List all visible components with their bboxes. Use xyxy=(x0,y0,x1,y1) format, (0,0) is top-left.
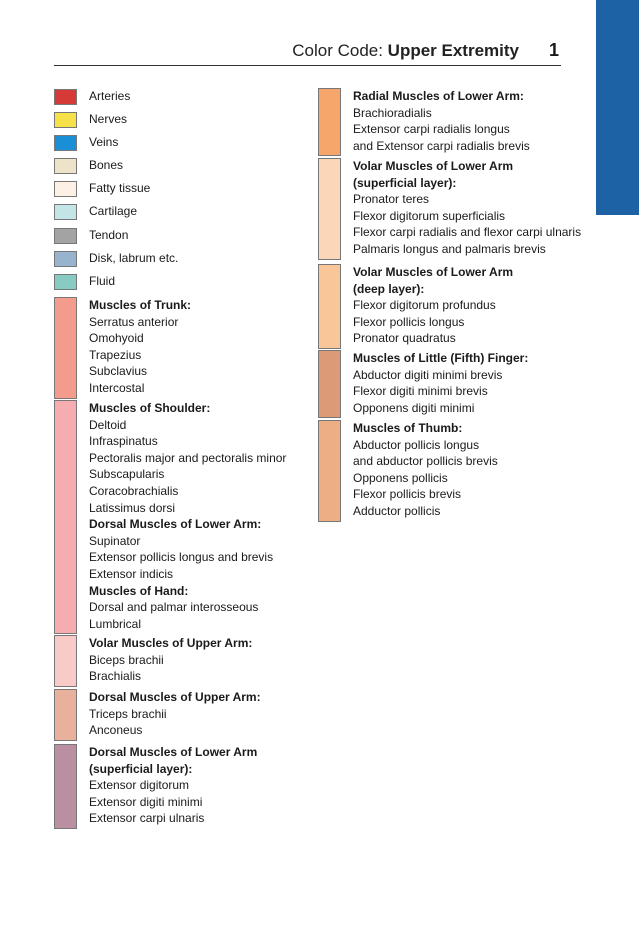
color-swatch xyxy=(54,744,77,829)
legend-group-title: Volar Muscles of Lower Arm xyxy=(353,265,514,279)
legend-item-label: Flexor pollicis brevis xyxy=(353,487,462,502)
legend-item-label: Flexor carpi radialis and flexor carpi ulnaris xyxy=(353,225,582,240)
legend-item-label: Anconeus xyxy=(89,723,143,738)
legend-item-label: Flexor digitorum superficialis xyxy=(353,208,506,223)
legend-group-title: (superficial layer): xyxy=(353,175,457,190)
legend-item-label: Deltoid xyxy=(89,417,127,432)
legend-item-label: Bones xyxy=(89,158,124,172)
color-swatch xyxy=(318,158,341,260)
legend-item-label: Flexor digiti minimi brevis xyxy=(353,384,488,399)
legend-item-label: Brachialis xyxy=(89,669,142,684)
legend-item-label: Cartilage xyxy=(89,204,138,218)
legend-group-title: (superficial layer): xyxy=(89,761,193,776)
legend-item-label: and abductor pollicis brevis xyxy=(353,454,498,469)
legend-text xyxy=(89,134,118,151)
page-title-bold: Upper Extremity xyxy=(387,41,519,60)
legend-item-label: Pronator teres xyxy=(353,192,430,207)
legend-item-label: Extensor carpi radialis longus xyxy=(353,122,510,137)
legend-item-label: Subclavius xyxy=(89,364,148,379)
legend-item-label: Extensor digiti minimi xyxy=(89,794,203,809)
color-swatch xyxy=(54,181,77,197)
legend-text xyxy=(89,744,257,827)
color-swatch xyxy=(54,274,77,290)
legend-item-label: Extensor carpi ulnaris xyxy=(89,811,205,826)
legend-item-label: Flexor pollicis longus xyxy=(353,314,465,329)
page-header xyxy=(54,38,561,66)
legend-item-label: Serratus anterior xyxy=(89,314,179,329)
legend-group-title: Muscles of Hand: xyxy=(89,583,189,598)
legend-item-label: Opponens digiti minimi xyxy=(353,400,475,415)
legend-item-label: Latissimus dorsi xyxy=(89,500,176,515)
legend-item-label: Abductor pollicis longus xyxy=(353,437,480,452)
legend-group-title: Muscles of Thumb: xyxy=(353,421,463,435)
legend-item-label: Flexor digitorum profundus xyxy=(353,298,496,313)
legend-item-label: Extensor digitorum xyxy=(89,778,190,793)
color-swatch xyxy=(318,420,341,522)
color-swatch xyxy=(54,158,77,174)
legend-item-label: Fluid xyxy=(89,274,116,288)
legend-item-label: Pectoralis major and pectoralis minor xyxy=(89,450,287,465)
legend-item-label: Dorsal and palmar interosseous xyxy=(89,600,259,615)
legend-text xyxy=(89,180,150,197)
legend-item-label: Disk, labrum etc. xyxy=(89,251,179,265)
legend-group-title: Dorsal Muscles of Lower Arm xyxy=(89,745,258,759)
legend-item-label: Lumbrical xyxy=(89,616,142,631)
legend-item-label: Nerves xyxy=(89,112,128,126)
color-swatch xyxy=(54,689,77,741)
legend-text xyxy=(89,157,123,174)
legend-group-title: Volar Muscles of Upper Arm: xyxy=(89,636,253,650)
color-swatch xyxy=(54,89,77,105)
legend-group-title: Dorsal Muscles of Upper Arm: xyxy=(89,690,261,704)
color-swatch xyxy=(54,228,77,244)
legend-text xyxy=(353,264,513,347)
legend-text xyxy=(353,350,528,416)
legend-group-title: Muscles of Trunk: xyxy=(89,298,192,312)
legend-text xyxy=(353,420,498,520)
legend-item-label: Extensor indicis xyxy=(89,566,174,581)
legend-text xyxy=(89,635,252,685)
color-swatch xyxy=(318,264,341,349)
legend-item-label: Arteries xyxy=(89,89,131,103)
legend-item-label: Coracobrachialis xyxy=(89,483,179,498)
chapter-tab-marker xyxy=(596,0,639,215)
legend-item-label: Opponens pollicis xyxy=(353,470,448,485)
legend-item-label: Biceps brachii xyxy=(89,652,164,667)
page-title-prefix: Color Code: xyxy=(292,41,388,60)
legend-text xyxy=(353,88,530,154)
page-number: 1 xyxy=(548,40,559,60)
color-swatch xyxy=(318,350,341,418)
legend-text xyxy=(353,158,581,258)
legend-group-title: Muscles of Shoulder: xyxy=(89,401,211,415)
legend-item-label: Supinator xyxy=(89,533,141,548)
legend-item-label: and Extensor carpi radialis brevis xyxy=(353,138,530,153)
color-swatch xyxy=(54,251,77,267)
legend-group-title: Volar Muscles of Lower Arm xyxy=(353,159,514,173)
legend-item-label: Tendon xyxy=(89,228,129,242)
color-swatch xyxy=(54,112,77,128)
legend-text xyxy=(89,273,115,290)
legend-item-label: Abductor digiti minimi brevis xyxy=(353,367,503,382)
legend-group-title: (deep layer): xyxy=(353,281,425,296)
color-swatch xyxy=(54,635,77,687)
color-swatch xyxy=(54,297,77,399)
legend-item-label: Adductor pollicis xyxy=(353,503,441,518)
legend-text xyxy=(89,250,178,267)
legend-text xyxy=(89,88,130,105)
legend-item-label: Trapezius xyxy=(89,347,142,362)
legend-item-label: Triceps brachii xyxy=(89,706,167,721)
legend-item-label: Pronator quadratus xyxy=(353,331,456,346)
legend-item-label: Extensor pollicis longus and brevis xyxy=(89,550,274,565)
legend-item-label: Intercostal xyxy=(89,380,145,395)
legend-item-label: Fatty tissue xyxy=(89,181,151,195)
legend-text xyxy=(89,203,137,220)
legend-text xyxy=(89,400,286,632)
legend-item-label: Veins xyxy=(89,135,119,149)
legend-text xyxy=(89,297,191,397)
page-title xyxy=(292,41,519,61)
color-swatch xyxy=(54,400,77,634)
color-swatch xyxy=(54,135,77,151)
legend-item-label: Brachioradialis xyxy=(353,105,432,120)
color-swatch xyxy=(318,88,341,156)
legend-text xyxy=(89,689,261,739)
legend-item-label: Infraspinatus xyxy=(89,434,158,449)
legend-item-label: Omohyoid xyxy=(89,331,144,346)
legend-group-title: Radial Muscles of Lower Arm: xyxy=(353,89,524,103)
legend-item-label: Subscapularis xyxy=(89,467,165,482)
legend-text xyxy=(89,227,128,244)
color-swatch xyxy=(54,204,77,220)
legend-item-label: Palmaris longus and palmaris brevis xyxy=(353,241,546,256)
legend-group-title: Muscles of Little (Fifth) Finger: xyxy=(353,351,529,365)
legend-text xyxy=(89,111,127,128)
legend-group-title: Dorsal Muscles of Lower Arm: xyxy=(89,517,262,532)
